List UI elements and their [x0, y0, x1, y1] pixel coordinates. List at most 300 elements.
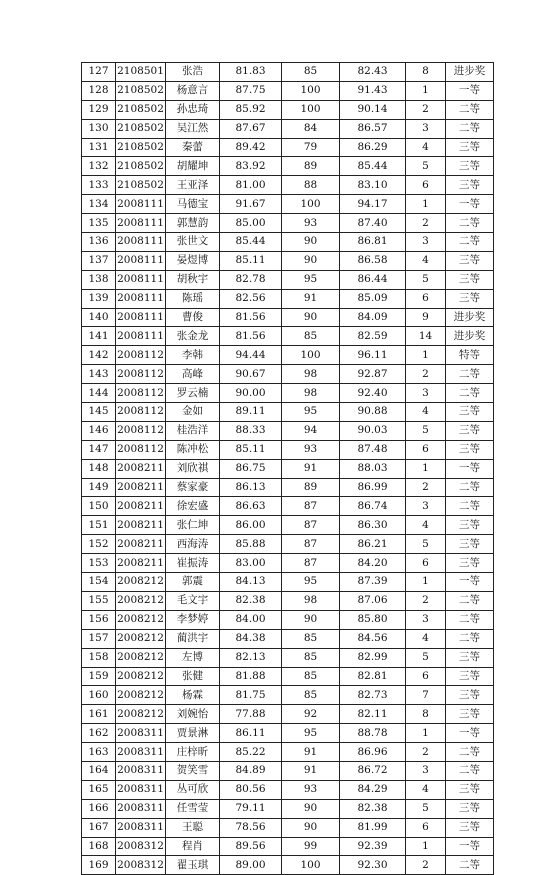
- conduct-score-cell: 100: [282, 346, 340, 365]
- award-cell: 二等: [446, 591, 494, 610]
- table-row: [82, 384, 494, 403]
- rank-cell: 5: [406, 799, 446, 818]
- class-code-cell: 2008112: [116, 403, 166, 422]
- class-code-cell: 2008211: [116, 554, 166, 573]
- award-cell: 一等: [446, 195, 494, 214]
- academic-score-cell: 85.11: [220, 251, 282, 270]
- student-name-cell: 杨意言: [166, 81, 220, 100]
- class-code-cell: 2108502: [116, 157, 166, 176]
- student-name-cell: 张世文: [166, 233, 220, 252]
- total-score-cell: 82.73: [340, 686, 406, 705]
- conduct-score-cell: 90: [282, 233, 340, 252]
- serial-number-cell: 138: [82, 270, 116, 289]
- serial-number-cell: 142: [82, 346, 116, 365]
- class-code-cell: 2008311: [116, 818, 166, 837]
- total-score-cell: 81.99: [340, 818, 406, 837]
- total-score-cell: 83.10: [340, 176, 406, 195]
- total-score-cell: 84.09: [340, 308, 406, 327]
- score-table-body: [82, 63, 494, 875]
- conduct-score-cell: 100: [282, 100, 340, 119]
- rank-cell: 8: [406, 705, 446, 724]
- student-name-cell: 李韩: [166, 346, 220, 365]
- serial-number-cell: 135: [82, 214, 116, 233]
- serial-number-cell: 127: [82, 63, 116, 82]
- conduct-score-cell: 88: [282, 176, 340, 195]
- award-cell: 三等: [446, 289, 494, 308]
- serial-number-cell: 158: [82, 648, 116, 667]
- award-cell: 二等: [446, 119, 494, 138]
- award-cell: 二等: [446, 384, 494, 403]
- award-cell: 一等: [446, 459, 494, 478]
- rank-cell: 4: [406, 780, 446, 799]
- serial-number-cell: 167: [82, 818, 116, 837]
- award-cell: 二等: [446, 629, 494, 648]
- student-name-cell: 郭慧韵: [166, 214, 220, 233]
- class-code-cell: 2008111: [116, 270, 166, 289]
- award-cell: 三等: [446, 705, 494, 724]
- academic-score-cell: 90.67: [220, 365, 282, 384]
- student-name-cell: 罗云楠: [166, 384, 220, 403]
- class-code-cell: 2008112: [116, 346, 166, 365]
- conduct-score-cell: 89: [282, 478, 340, 497]
- table-row: [82, 81, 494, 100]
- table-row: [82, 705, 494, 724]
- serial-number-cell: 150: [82, 497, 116, 516]
- class-code-cell: 2008112: [116, 384, 166, 403]
- table-row: [82, 421, 494, 440]
- table-row: [82, 629, 494, 648]
- student-name-cell: 蔺洪宇: [166, 629, 220, 648]
- class-code-cell: 2008111: [116, 251, 166, 270]
- rank-cell: 7: [406, 686, 446, 705]
- class-code-cell: 2008212: [116, 686, 166, 705]
- table-row: [82, 573, 494, 592]
- serial-number-cell: 141: [82, 327, 116, 346]
- total-score-cell: 92.39: [340, 837, 406, 856]
- academic-score-cell: 81.00: [220, 176, 282, 195]
- academic-score-cell: 89.42: [220, 138, 282, 157]
- academic-score-cell: 83.92: [220, 157, 282, 176]
- table-row: [82, 667, 494, 686]
- table-row: [82, 516, 494, 535]
- total-score-cell: 96.11: [340, 346, 406, 365]
- student-name-cell: 杨霖: [166, 686, 220, 705]
- table-row: [82, 799, 494, 818]
- total-score-cell: 90.03: [340, 421, 406, 440]
- serial-number-cell: 149: [82, 478, 116, 497]
- award-cell: 一等: [446, 81, 494, 100]
- academic-score-cell: 89.00: [220, 856, 282, 875]
- conduct-score-cell: 99: [282, 837, 340, 856]
- class-code-cell: 2008212: [116, 667, 166, 686]
- rank-cell: 6: [406, 667, 446, 686]
- conduct-score-cell: 90: [282, 251, 340, 270]
- serial-number-cell: 159: [82, 667, 116, 686]
- academic-score-cell: 84.89: [220, 761, 282, 780]
- academic-score-cell: 85.88: [220, 535, 282, 554]
- total-score-cell: 85.80: [340, 610, 406, 629]
- academic-score-cell: 85.22: [220, 743, 282, 762]
- award-cell: 进步奖: [446, 63, 494, 82]
- class-code-cell: 2008111: [116, 289, 166, 308]
- total-score-cell: 86.99: [340, 478, 406, 497]
- rank-cell: 1: [406, 724, 446, 743]
- table-row: [82, 327, 494, 346]
- student-name-cell: 郭震: [166, 573, 220, 592]
- student-name-cell: 徐宏盛: [166, 497, 220, 516]
- serial-number-cell: 161: [82, 705, 116, 724]
- serial-number-cell: 164: [82, 761, 116, 780]
- table-row: [82, 176, 494, 195]
- serial-number-cell: 166: [82, 799, 116, 818]
- academic-score-cell: 87.75: [220, 81, 282, 100]
- rank-cell: 1: [406, 573, 446, 592]
- total-score-cell: 86.74: [340, 497, 406, 516]
- academic-score-cell: 89.11: [220, 403, 282, 422]
- table-row: [82, 157, 494, 176]
- rank-cell: 2: [406, 214, 446, 233]
- student-name-cell: 李梦婷: [166, 610, 220, 629]
- rank-cell: 4: [406, 516, 446, 535]
- award-cell: 二等: [446, 100, 494, 119]
- rank-cell: 3: [406, 233, 446, 252]
- rank-cell: 1: [406, 837, 446, 856]
- academic-score-cell: 84.13: [220, 573, 282, 592]
- academic-score-cell: 86.13: [220, 478, 282, 497]
- table-row: [82, 233, 494, 252]
- academic-score-cell: 80.56: [220, 780, 282, 799]
- serial-number-cell: 129: [82, 100, 116, 119]
- class-code-cell: 2008212: [116, 573, 166, 592]
- table-row: [82, 100, 494, 119]
- table-row: [82, 856, 494, 875]
- class-code-cell: 2008311: [116, 780, 166, 799]
- table-row: [82, 289, 494, 308]
- rank-cell: 2: [406, 591, 446, 610]
- academic-score-cell: 82.56: [220, 289, 282, 308]
- student-name-cell: 张仁坤: [166, 516, 220, 535]
- student-name-cell: 刘婉怡: [166, 705, 220, 724]
- rank-cell: 3: [406, 384, 446, 403]
- table-row: [82, 497, 494, 516]
- rank-cell: 6: [406, 440, 446, 459]
- serial-number-cell: 139: [82, 289, 116, 308]
- class-code-cell: 2008211: [116, 459, 166, 478]
- class-code-cell: 2008111: [116, 327, 166, 346]
- class-code-cell: 2008211: [116, 516, 166, 535]
- total-score-cell: 86.96: [340, 743, 406, 762]
- academic-score-cell: 84.00: [220, 610, 282, 629]
- total-score-cell: 86.81: [340, 233, 406, 252]
- class-code-cell: 2008311: [116, 724, 166, 743]
- serial-number-cell: 145: [82, 403, 116, 422]
- class-code-cell: 2008312: [116, 856, 166, 875]
- total-score-cell: 90.88: [340, 403, 406, 422]
- serial-number-cell: 144: [82, 384, 116, 403]
- conduct-score-cell: 100: [282, 856, 340, 875]
- total-score-cell: 90.14: [340, 100, 406, 119]
- table-row: [82, 138, 494, 157]
- student-name-cell: 庄梓昕: [166, 743, 220, 762]
- award-cell: 二等: [446, 233, 494, 252]
- total-score-cell: 88.78: [340, 724, 406, 743]
- serial-number-cell: 152: [82, 535, 116, 554]
- student-name-cell: 程肖: [166, 837, 220, 856]
- academic-score-cell: 81.88: [220, 667, 282, 686]
- table-row: [82, 119, 494, 138]
- academic-score-cell: 85.00: [220, 214, 282, 233]
- award-cell: 二等: [446, 497, 494, 516]
- serial-number-cell: 136: [82, 233, 116, 252]
- student-name-cell: 贾景淋: [166, 724, 220, 743]
- student-name-cell: 翟玉琪: [166, 856, 220, 875]
- conduct-score-cell: 95: [282, 270, 340, 289]
- student-name-cell: 高峰: [166, 365, 220, 384]
- serial-number-cell: 146: [82, 421, 116, 440]
- rank-cell: 1: [406, 195, 446, 214]
- total-score-cell: 92.30: [340, 856, 406, 875]
- rank-cell: 4: [406, 138, 446, 157]
- award-cell: 三等: [446, 440, 494, 459]
- academic-score-cell: 82.78: [220, 270, 282, 289]
- total-score-cell: 82.43: [340, 63, 406, 82]
- serial-number-cell: 148: [82, 459, 116, 478]
- rank-cell: 6: [406, 289, 446, 308]
- conduct-score-cell: 89: [282, 157, 340, 176]
- rank-cell: 1: [406, 81, 446, 100]
- award-cell: 二等: [446, 365, 494, 384]
- table-row: [82, 761, 494, 780]
- serial-number-cell: 169: [82, 856, 116, 875]
- student-name-cell: 吴江然: [166, 119, 220, 138]
- conduct-score-cell: 100: [282, 195, 340, 214]
- student-name-cell: 王聪: [166, 818, 220, 837]
- academic-score-cell: 78.56: [220, 818, 282, 837]
- rank-cell: 6: [406, 176, 446, 195]
- student-name-cell: 孙忠琦: [166, 100, 220, 119]
- table-row: [82, 591, 494, 610]
- total-score-cell: 88.03: [340, 459, 406, 478]
- award-cell: 三等: [446, 403, 494, 422]
- total-score-cell: 92.40: [340, 384, 406, 403]
- total-score-cell: 87.40: [340, 214, 406, 233]
- conduct-score-cell: 87: [282, 535, 340, 554]
- table-row: [82, 554, 494, 573]
- rank-cell: 5: [406, 157, 446, 176]
- conduct-score-cell: 90: [282, 799, 340, 818]
- conduct-score-cell: 85: [282, 63, 340, 82]
- class-code-cell: 2108502: [116, 176, 166, 195]
- conduct-score-cell: 87: [282, 516, 340, 535]
- award-cell: 进步奖: [446, 308, 494, 327]
- student-name-cell: 陈冲松: [166, 440, 220, 459]
- conduct-score-cell: 90: [282, 818, 340, 837]
- conduct-score-cell: 90: [282, 610, 340, 629]
- total-score-cell: 85.09: [340, 289, 406, 308]
- award-cell: 一等: [446, 837, 494, 856]
- serial-number-cell: 133: [82, 176, 116, 195]
- award-cell: 特等: [446, 346, 494, 365]
- rank-cell: 4: [406, 251, 446, 270]
- rank-cell: 5: [406, 421, 446, 440]
- rank-cell: 3: [406, 119, 446, 138]
- conduct-score-cell: 79: [282, 138, 340, 157]
- total-score-cell: 86.29: [340, 138, 406, 157]
- class-code-cell: 2008211: [116, 535, 166, 554]
- award-cell: 二等: [446, 214, 494, 233]
- rank-cell: 1: [406, 346, 446, 365]
- rank-cell: 2: [406, 365, 446, 384]
- table-row: [82, 365, 494, 384]
- conduct-score-cell: 95: [282, 724, 340, 743]
- academic-score-cell: 85.11: [220, 440, 282, 459]
- class-code-cell: 2008212: [116, 705, 166, 724]
- award-cell: 一等: [446, 573, 494, 592]
- conduct-score-cell: 93: [282, 214, 340, 233]
- serial-number-cell: 155: [82, 591, 116, 610]
- total-score-cell: 86.44: [340, 270, 406, 289]
- table-row: [82, 610, 494, 629]
- award-cell: 二等: [446, 610, 494, 629]
- rank-cell: 2: [406, 478, 446, 497]
- total-score-cell: 85.44: [340, 157, 406, 176]
- conduct-score-cell: 94: [282, 421, 340, 440]
- serial-number-cell: 140: [82, 308, 116, 327]
- table-row: [82, 195, 494, 214]
- academic-score-cell: 85.44: [220, 233, 282, 252]
- student-name-cell: 贺笑雪: [166, 761, 220, 780]
- serial-number-cell: 156: [82, 610, 116, 629]
- academic-score-cell: 79.11: [220, 799, 282, 818]
- conduct-score-cell: 91: [282, 761, 340, 780]
- total-score-cell: 82.59: [340, 327, 406, 346]
- conduct-score-cell: 87: [282, 554, 340, 573]
- table-row: [82, 535, 494, 554]
- academic-score-cell: 82.38: [220, 591, 282, 610]
- serial-number-cell: 147: [82, 440, 116, 459]
- conduct-score-cell: 85: [282, 686, 340, 705]
- conduct-score-cell: 95: [282, 573, 340, 592]
- class-code-cell: 2008211: [116, 497, 166, 516]
- total-score-cell: 86.30: [340, 516, 406, 535]
- award-cell: 三等: [446, 799, 494, 818]
- class-code-cell: 2008311: [116, 799, 166, 818]
- class-code-cell: 2008111: [116, 308, 166, 327]
- class-code-cell: 2008212: [116, 591, 166, 610]
- award-cell: 三等: [446, 516, 494, 535]
- award-cell: 三等: [446, 535, 494, 554]
- academic-score-cell: 86.75: [220, 459, 282, 478]
- academic-score-cell: 81.83: [220, 63, 282, 82]
- award-cell: 三等: [446, 157, 494, 176]
- serial-number-cell: 168: [82, 837, 116, 856]
- student-name-cell: 刘欣祺: [166, 459, 220, 478]
- student-name-cell: 胡秋宇: [166, 270, 220, 289]
- class-code-cell: 2008111: [116, 195, 166, 214]
- award-cell: 三等: [446, 818, 494, 837]
- award-cell: 三等: [446, 648, 494, 667]
- rank-cell: 3: [406, 761, 446, 780]
- academic-score-cell: 86.11: [220, 724, 282, 743]
- class-code-cell: 2108502: [116, 100, 166, 119]
- table-row: [82, 251, 494, 270]
- academic-score-cell: 81.56: [220, 327, 282, 346]
- student-name-cell: 张健: [166, 667, 220, 686]
- serial-number-cell: 128: [82, 81, 116, 100]
- rank-cell: 5: [406, 648, 446, 667]
- academic-score-cell: 88.33: [220, 421, 282, 440]
- serial-number-cell: 162: [82, 724, 116, 743]
- total-score-cell: 87.39: [340, 573, 406, 592]
- academic-score-cell: 81.75: [220, 686, 282, 705]
- class-code-cell: 2008212: [116, 629, 166, 648]
- table-row: [82, 837, 494, 856]
- class-code-cell: 2008312: [116, 837, 166, 856]
- class-code-cell: 2008311: [116, 761, 166, 780]
- serial-number-cell: 151: [82, 516, 116, 535]
- serial-number-cell: 160: [82, 686, 116, 705]
- award-cell: 三等: [446, 554, 494, 573]
- total-score-cell: 87.06: [340, 591, 406, 610]
- conduct-score-cell: 98: [282, 591, 340, 610]
- award-cell: 二等: [446, 478, 494, 497]
- rank-cell: 4: [406, 403, 446, 422]
- class-code-cell: 2008111: [116, 214, 166, 233]
- total-score-cell: 86.58: [340, 251, 406, 270]
- total-score-cell: 84.20: [340, 554, 406, 573]
- serial-number-cell: 153: [82, 554, 116, 573]
- class-code-cell: 2008112: [116, 421, 166, 440]
- total-score-cell: 94.17: [340, 195, 406, 214]
- conduct-score-cell: 100: [282, 81, 340, 100]
- conduct-score-cell: 84: [282, 119, 340, 138]
- student-name-cell: 蔡家豪: [166, 478, 220, 497]
- serial-number-cell: 154: [82, 573, 116, 592]
- academic-score-cell: 84.38: [220, 629, 282, 648]
- award-cell: 三等: [446, 780, 494, 799]
- student-name-cell: 张浩: [166, 63, 220, 82]
- award-cell: 三等: [446, 138, 494, 157]
- class-code-cell: 2008111: [116, 233, 166, 252]
- serial-number-cell: 163: [82, 743, 116, 762]
- table-row: [82, 780, 494, 799]
- student-name-cell: 秦蕾: [166, 138, 220, 157]
- total-score-cell: 86.21: [340, 535, 406, 554]
- conduct-score-cell: 93: [282, 780, 340, 799]
- academic-score-cell: 86.63: [220, 497, 282, 516]
- conduct-score-cell: 91: [282, 459, 340, 478]
- student-name-cell: 左博: [166, 648, 220, 667]
- total-score-cell: 82.99: [340, 648, 406, 667]
- class-code-cell: 2008211: [116, 478, 166, 497]
- class-code-cell: 2108502: [116, 138, 166, 157]
- conduct-score-cell: 92: [282, 705, 340, 724]
- table-row: [82, 63, 494, 82]
- total-score-cell: 91.43: [340, 81, 406, 100]
- rank-cell: 6: [406, 554, 446, 573]
- class-code-cell: 2008311: [116, 743, 166, 762]
- rank-cell: 5: [406, 270, 446, 289]
- conduct-score-cell: 85: [282, 648, 340, 667]
- academic-score-cell: 83.00: [220, 554, 282, 573]
- score-table: [81, 62, 494, 875]
- student-name-cell: 丛可欣: [166, 780, 220, 799]
- total-score-cell: 84.29: [340, 780, 406, 799]
- rank-cell: 5: [406, 535, 446, 554]
- rank-cell: 6: [406, 818, 446, 837]
- rank-cell: 2: [406, 743, 446, 762]
- academic-score-cell: 86.00: [220, 516, 282, 535]
